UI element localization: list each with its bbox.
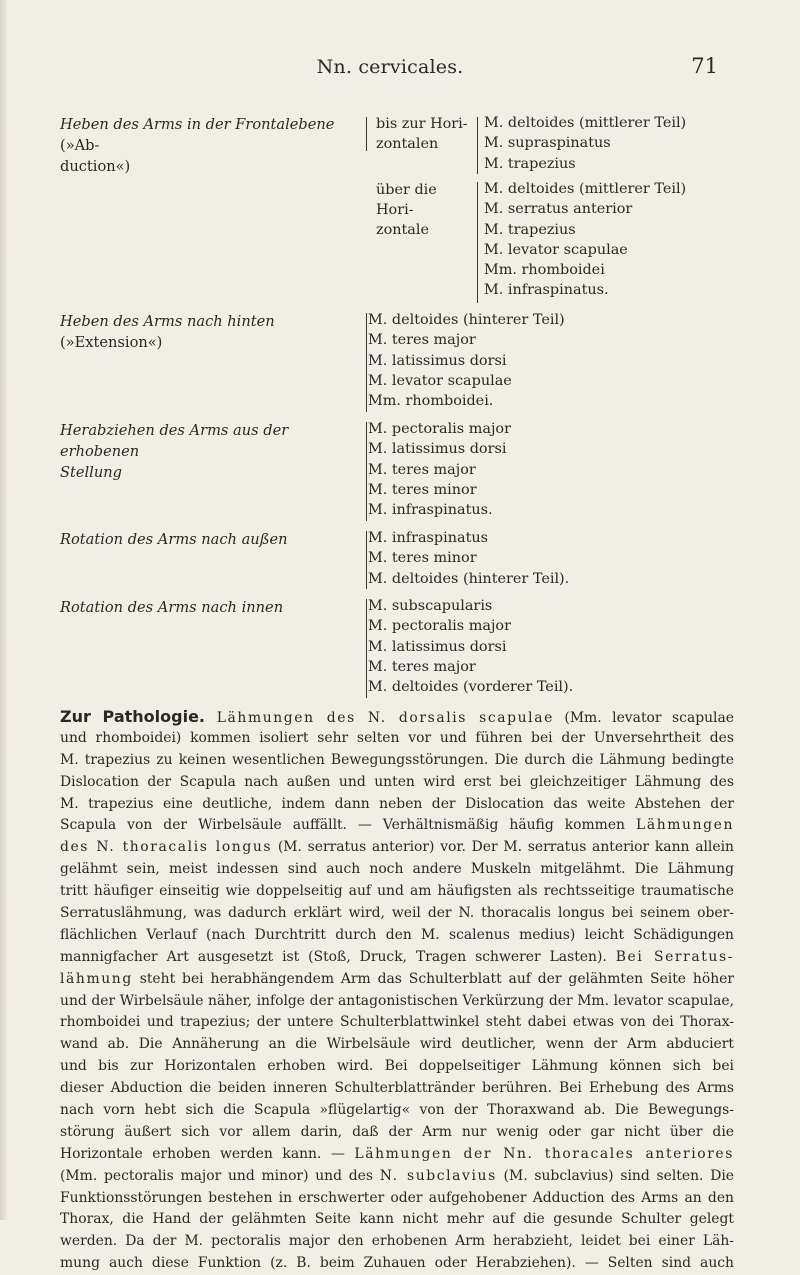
paragraph-line [60,947,734,969]
paragraph-line [60,969,734,991]
position-below-horizontal [376,114,474,154]
column-rule [366,313,367,412]
muscle-item: M. trapezius [484,221,576,238]
paragraph-text: flächlichen Verlauf (nach Durchtritt durch den M. scalenus medius) leicht Schädigungen [60,926,734,943]
emphasized-term: lähmung [60,970,133,987]
muscle-item: M. latissimus dorsi [368,441,507,458]
movement-label-suffix: (»Ab- [60,137,100,154]
movement-label-text: Rotation des Arms nach innen [60,599,284,616]
muscle-item: M. deltoides (vorderer Teil). [368,679,574,696]
paragraph-text: tritt häufiger einseitig wie doppelseitig auf und am häufigsten als rechtsseitige traumatische [60,883,734,900]
paragraph-line [60,1100,734,1122]
column-rule [477,182,478,303]
paragraph-line [60,728,734,750]
paragraph-text: M. trapezius zu keinen wesentlichen Bewegungsstörungen. Die durch die Lähmung bedingte [60,751,734,768]
muscle-item: M. teres major [368,461,476,478]
paragraph-line [60,925,734,947]
muscle-item: M. deltoides (mittlerer Teil) [484,115,687,131]
muscle-item: M. infraspinatus [368,530,489,546]
paragraph-text: nach vorn hebt sich die Scapula »flügelartig« von der Thoraxwand ab. Die Bewegungs- [60,1102,734,1119]
muscle-item: M. latissimus dorsi [368,352,507,369]
movement-label-extension [60,311,352,353]
movement-label-line2: Stellung [60,464,122,481]
column-rule [366,531,367,589]
paragraph-text: werden. Da der M. pectoralis major den erhobenen Arm herabzieht, leidet bei einer Läh- [60,1233,734,1250]
emphasized-term: Lähmungen des N. dorsalis scapulae [216,710,554,726]
paragraph-line [60,772,734,794]
paragraph-text: Thorax, die Hand der gelähmten Seite kann nicht mehr auf die gesunde Schulter gelegt [60,1211,734,1228]
muscle-list [368,596,573,697]
muscle-item: M. infraspinatus. [484,282,609,299]
muscle-list [368,419,511,520]
movement-label-line2: duction«) [60,158,131,175]
column-rule [366,117,367,151]
paragraph-line [60,1188,734,1210]
paragraph-line [60,1078,734,1100]
muscle-item: M. deltoides (hinterer Teil). [368,570,570,587]
paragraph-line [60,859,734,881]
paragraph-text: und bis zur Horizontalen erhoben wird. Bei doppelseitiger Lähmung können sich bei [60,1058,734,1075]
paragraph-text: dieser Abduction die beiden inneren Schulterblattränder berühren. Bei Erhebung des Arms [60,1080,734,1097]
paragraph-text: Dislocation der Scapula nach außen und unten wird erst bei gleichzeitiger Lähmung des [60,773,734,790]
paragraph-line [60,903,734,925]
paragraph-line [60,750,734,772]
paragraph-line [60,991,734,1013]
muscle-item: M. teres minor [368,481,477,498]
movement-label-depression [60,420,352,483]
position-text: zontale [376,222,429,238]
movement-label-text: Herabziehen des Arms aus der erhobenen [60,422,289,460]
movement-label-text: Heben des Arms nach hinten [60,313,275,330]
position-text: zontalen [376,136,439,152]
paragraph-text: störung äußert sich vor allem darin, daß der Arm nur wenig oder gar nicht über die [60,1123,734,1140]
paragraph-line [60,1034,734,1056]
muscle-item: M. levator scapulae [368,372,512,389]
paragraph-line [60,706,734,728]
page-number: 71 [691,54,718,78]
paragraph-text: wand ab. Die Annäherung an die Wirbelsäule wird deutlicher, wenn der Arm abduciert [60,1036,734,1053]
position-text: über die Hori- [376,182,437,218]
movement-label-text: Rotation des Arms nach außen [60,531,288,548]
paragraph-text: Horizontale erhoben werden kann. — [60,1145,355,1162]
paragraph-line [60,1144,734,1166]
paragraph-text: Scapula von der Wirbelsäule auffällt. — Verhältnismäßig häufig kommen [60,817,637,834]
muscle-list [484,113,686,174]
paragraph-text: Funktionsstörungen bestehen in erschwerter oder aufgehobener Adduction des Arms an den [60,1189,734,1206]
muscle-item: Mm. rhomboidei [484,262,605,279]
emphasized-term: Lähmungen [636,817,734,834]
paragraph-line [60,1231,734,1253]
muscle-item: Mm. rhomboidei. [368,393,494,410]
paragraph-text: (Mm. levator scapulae [553,710,735,726]
paragraph-text: M. trapezius eine deutliche, indem dann neben der Dislocation das weite Abstehen der [60,795,734,812]
column-rule [366,599,367,698]
movement-label-internal-rotation [60,597,352,618]
paragraph-line [60,1012,734,1034]
paragraph-text: mung auch diese Funktion (z. B. beim Zuhauen oder Herabziehen). — Selten sind auch [60,1255,734,1272]
muscle-item: M. latissimus dorsi [368,638,507,655]
muscle-item: M. serratus anterior [484,201,633,218]
movement-label-text: Heben des Arms in der Frontalebene [60,116,335,133]
muscle-item: M. deltoides (hinterer Teil) [368,312,565,328]
muscle-item: M. levator scapulae [484,241,628,258]
paragraph-line [60,881,734,903]
pathology-paragraph [60,706,734,1275]
section-heading: Zur Pathologie. [60,707,217,726]
muscle-list [368,310,565,411]
paragraph-text: (Mm. pectoralis major und minor) und des [60,1167,380,1184]
muscle-item: M. subscapularis [368,598,493,614]
running-head: Nn. cervicales. [316,56,464,78]
paragraph-line [60,1056,734,1078]
paragraph-line [60,815,734,837]
column-rule [477,117,478,174]
muscle-item: M. supraspinatus [484,135,611,152]
emphasized-term: des N. thoracalis longus [60,839,273,856]
muscle-item: M. deltoides (mittlerer Teil) [484,181,687,197]
paragraph-line [60,1166,734,1188]
paragraph-line [60,1253,734,1275]
paragraph-text: mannigfacher Art ausgesetzt ist (Stoß, Druck, Tragen schwerer Lasten). [60,948,616,965]
paragraph-text: und der Wirbelsäule näher, infolge der antagonistischen Verkürzung der Mm. levator scapulae, [60,992,734,1009]
muscle-item: M. teres major [368,658,476,675]
paragraph-text: und rhomboidei) kommen isoliert sehr selten vor und führen bei der Unversehrtheit des [60,729,734,746]
paragraph-text: Serratuslähmung, was dadurch erklärt wird, weil der N. thoracalis longus bei seinem ober- [60,905,734,922]
muscle-item: M. infraspinatus. [368,502,493,519]
emphasized-term: Lähmungen der Nn. thoracales anteriores [354,1145,734,1162]
muscle-item: M. trapezius [484,155,576,172]
position-above-horizontal [376,180,474,240]
muscle-item: M. pectoralis major [368,618,511,635]
paragraph-text: rhomboidei und trapezius; der untere Schulterblattwinkel steht dabei etwas von dei Thorax- [60,1014,734,1031]
emphasized-term: N. subclavius [379,1167,497,1184]
page-binding-edge [0,0,7,1220]
movement-label-external-rotation [60,529,352,550]
paragraph-line [60,1209,734,1231]
paragraph-line [60,1122,734,1144]
muscle-item: M. teres minor [368,550,477,567]
paragraph-text: steht bei herabhängendem Arm das Schulterblatt auf der gelähmten Seite höher [132,970,734,987]
paragraph-line [60,837,734,859]
paragraph-text: (M. subclavius) sind selten. Die [496,1167,734,1184]
muscle-item: M. pectoralis major [368,421,511,437]
movement-label-suffix: (»Extension«) [60,334,163,351]
muscle-item: M. teres major [368,332,476,349]
paragraph-line [60,794,734,816]
muscle-list [368,528,569,589]
page-header [62,56,718,90]
position-text: bis zur Hori- [376,116,468,132]
paragraph-text: gelähmt sein, meist indessen sind auch noch andere Muskeln mitgelähmt. Die Lähmung [60,861,734,878]
movement-label-abduction [60,114,352,177]
emphasized-term: Bei Serratus- [615,948,734,965]
column-rule [366,422,367,521]
muscle-list [484,179,686,301]
paragraph-text: (M. serratus anterior) vor. Der M. serratus anterior kann allein [272,839,734,856]
